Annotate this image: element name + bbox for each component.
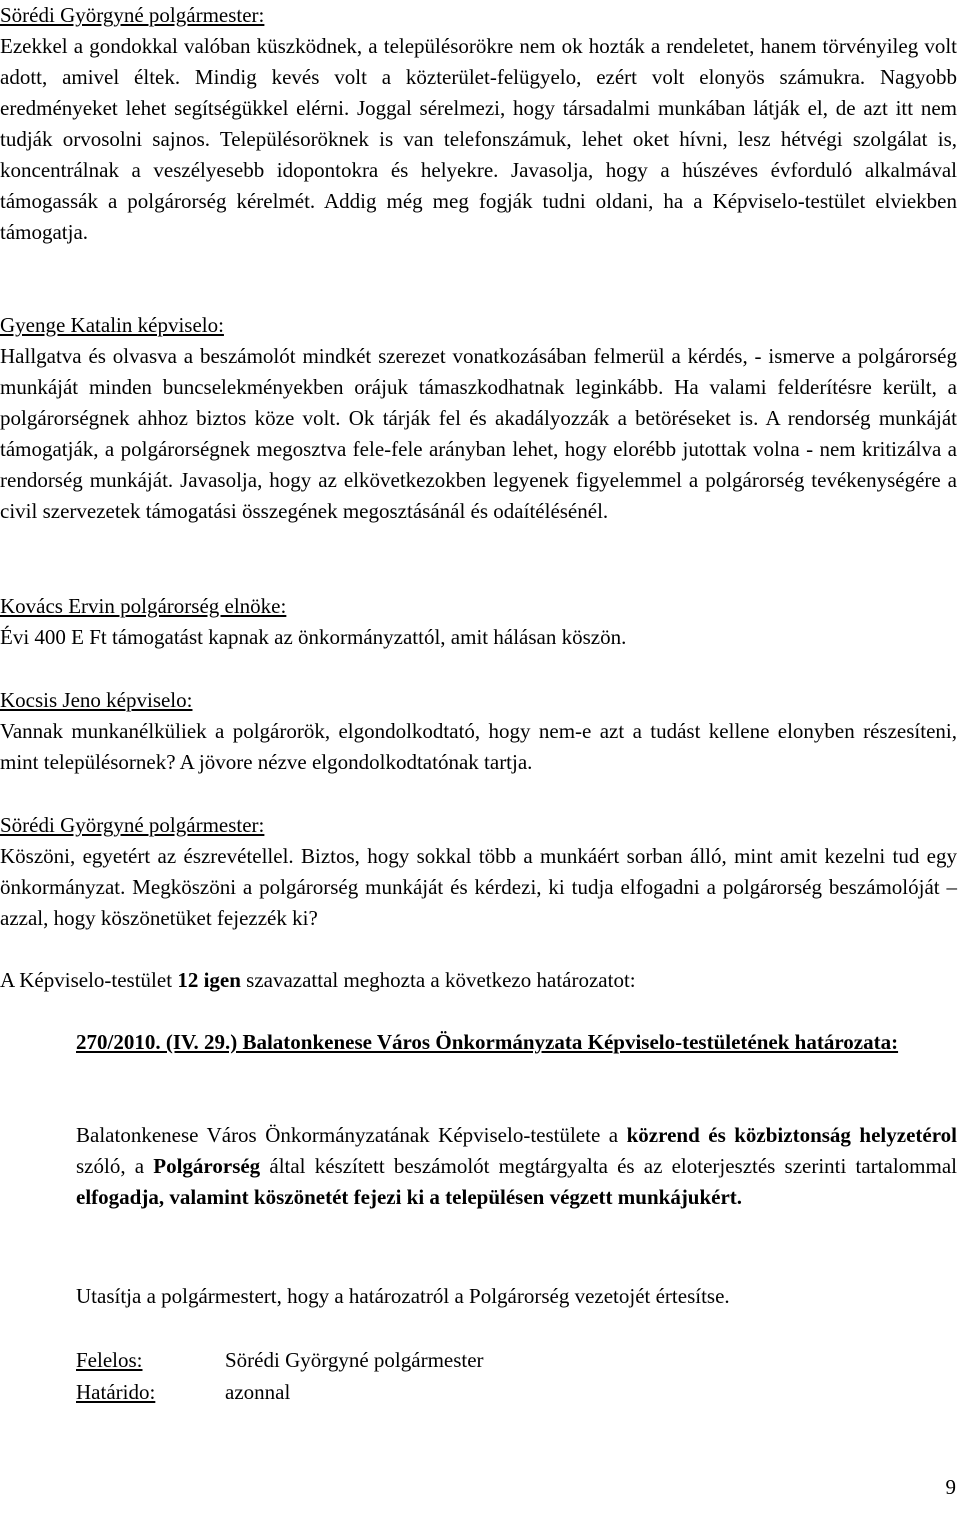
resolution-text-part: Balatonkenese Város Önkormányzatának Képviselo-testülete a	[76, 1123, 627, 1147]
field-label: Felelos:	[76, 1348, 143, 1372]
page-number: 9	[945, 1475, 956, 1499]
speaker-name: Sörédi Györgyné polgármester:	[0, 813, 265, 837]
speech-text: Évi 400 E Ft támogatást kapnak az önkormányzattól, amit hálásan köszön.	[0, 625, 627, 649]
speaker-name: Kovács Ervin polgárorség elnöke:	[0, 594, 287, 618]
speech-text: Köszöni, egyetért az észrevétellel. Biztos, hogy sokkal több a munkáért sorban álló, mint amit kezelni tud egy önkormányzat. Megköszöni a polgárorség munkáját és kérdezi, ki tudja elfogadni a polgárorség beszámolóját – azzal, hogy köszönetüket fejezzék ki?	[0, 844, 957, 930]
vote-count: 12 igen	[177, 968, 241, 992]
resolution-text-bold: közrend és közbiztonság helyzetérol	[626, 1123, 958, 1147]
speaker-name: Sörédi Györgyné polgármester:	[0, 3, 265, 27]
resolution-text-part: által készített beszámolót megtárgyalta és az eloterjesztés szerinti tartalommal	[260, 1154, 957, 1178]
resolution-text-part: szóló, a	[76, 1154, 154, 1178]
vote-pre: A Képviselo-testület	[0, 968, 178, 992]
speech-text: Vannak munkanélküliek a polgárorök, elgondolkodtató, hogy nem-e azt a tudást kellene elonyben részesíteni, mint településornek? A jövore nézve elgondolkodtatónak tartja.	[0, 719, 957, 774]
resolution-heading: 270/2010. (IV. 29.) Balatonkenese Város Önkormányzata Képviselo-testületének határozata:	[76, 1030, 899, 1054]
vote-statement	[0, 965, 957, 996]
speech-block-4	[0, 685, 957, 778]
speech-block-1	[0, 0, 957, 248]
speech-text: Ezekkel a gondokkal valóban küszködnek, a településorökre nem ok hozták a rendeletet, hanem törvényileg volt adott, amivel éltek. Mindig kevés volt a közterület-felügyelo, ezért volt elonyös számukra. Nagyobb eredményeket lehet segítségükkel elérni. Joggal sérelmezi, hogy társadalmi munkában látják el, de azt itt nem tudják orvosolni sajnos. Településoröknek is van telefonszámuk, lehet oket hívni, lesz hétvégi szolgálat is, koncentrálnak a veszélyesebb idopontokra és helyekre. Javasolja, hogy a húszéves évforduló alkalmával támogassák a polgárorség kérelmét. Addig még meg fogják tudni oldani, ha a Képviselo-testület elviekben támogatja.	[0, 34, 957, 244]
speech-block-2	[0, 310, 957, 527]
field-row-deadline	[76, 1376, 484, 1408]
responsibility-fields	[76, 1344, 484, 1408]
resolution-text-bold: Polgárorség	[153, 1154, 261, 1178]
speech-text: Hallgatva és olvasva a beszámolót mindkét szerezet vonatkozásában felmerül a kérdés, - ismerve a polgárorség munkáját minden buncselekményekben orájuk támaszkodhatnak leginkább. Ha valami felderítésre került, a polgárorségnek ahhoz biztos köze volt. Ok tárják fel és akadályozzák a betöréseket is. A rendorség munkáját támogatják, a polgárorségnek megosztva fele-fele arányban lehet, hogy elorébb jutottak volna - nem kritizálva a rendorség munkáját. Javasolja, hogy az elkövetkezokben legyenek figyelemmel a polgárorség tevékenységére a civil szervezetek támogatási összegének megosztásánál és odaítélésénél.	[0, 344, 957, 523]
vote-post: szavazattal meghozta a következo határozatot:	[240, 968, 636, 992]
field-value: Sörédi Györgyné polgármester	[225, 1348, 484, 1372]
field-label: Határido:	[76, 1380, 156, 1404]
speech-block-5	[0, 810, 957, 934]
resolution-text-bold: elfogadja, valamint köszönetét fejezi ki a településen végzett munkájukért.	[76, 1185, 743, 1209]
speech-block-3	[0, 591, 957, 653]
resolution-body	[76, 1120, 957, 1213]
speaker-name: Kocsis Jeno képviselo:	[0, 688, 193, 712]
field-row-responsible	[76, 1344, 484, 1376]
field-value: azonnal	[225, 1380, 291, 1404]
resolution-instruction: Utasítja a polgármestert, hogy a határozatról a Polgárorség vezetojét értesítse.	[76, 1284, 730, 1308]
speaker-name: Gyenge Katalin képviselo:	[0, 313, 224, 337]
